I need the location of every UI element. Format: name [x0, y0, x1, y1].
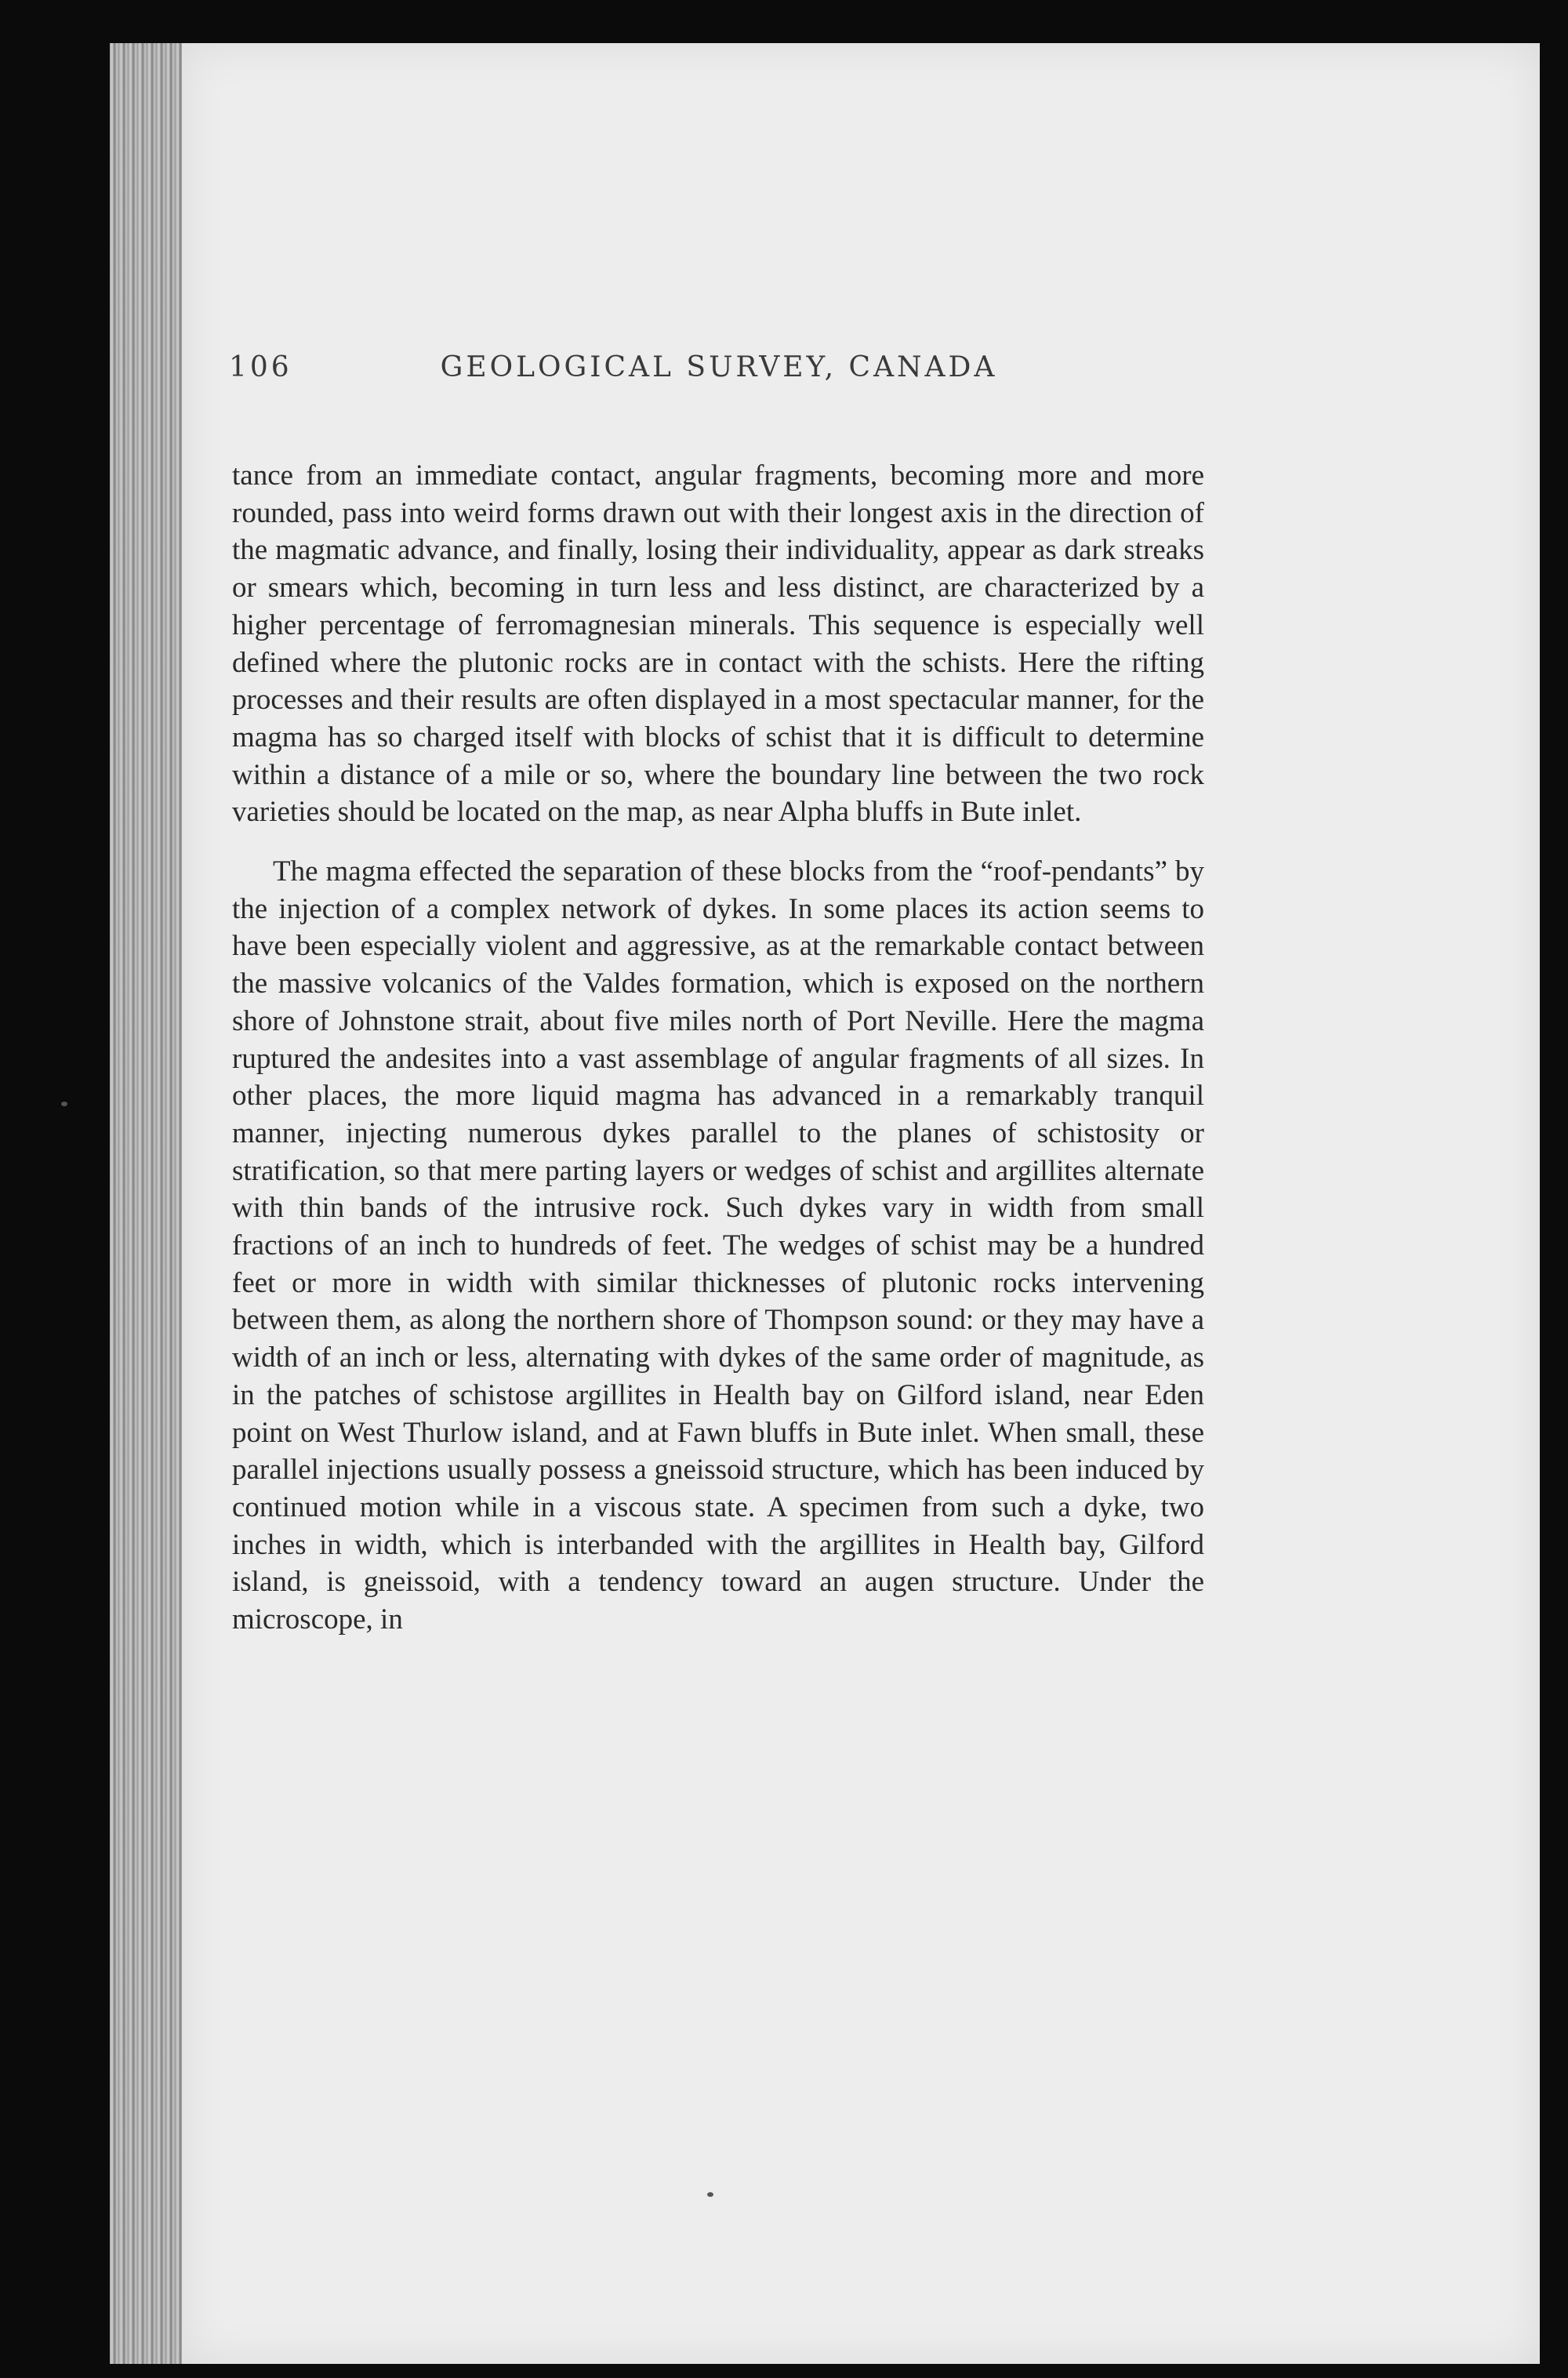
book-spine-edge — [110, 43, 182, 2364]
paragraph-1: tance from an immediate contact, angular fragments, becoming more and more rounded, pass into weird forms drawn out with their longest axis in the direction of the magmatic advance, and finally, losing their individuality, appear as dark streaks or smears which, becoming in turn less and less distinct, are characterized by a higher percentage of ferromagnesian minerals. This sequence is especially well defined where the plutonic rocks are in contact with the schists. Here the rifting processes and their results are often displayed in a most spectacular manner, for the magma has so charged itself with blocks of schist that it is difficult to determine within a distance of a mile or so, where the boundary line between the two rock varieties should be located on the map, as near Alpha bluffs in Bute inlet. — [232, 459, 1204, 829]
paragraph-2: The magma effected the separation of these blocks from the “roof-pendants” by the injection of a complex network of dykes. In some places its action seems to have been especially violent and aggressive, as at the remarkable contact between the massive volcanics of the Valdes formation, which is exposed on the northern shore of Johnstone strait, about five miles north of Port Neville. Here the magma ruptured the andesites into a vast assemblage of angular fragments of all sizes. In other places, the more liquid magma has advanced in a remarkably tranquil manner, injecting numerous dykes parallel to the planes of schistosity or stratification, so that mere parting layers or wedges of schist and argillites alternate with thin bands of the intrusive rock. Such dykes vary in width from small fractions of an inch to hundreds of feet. The wedges of schist may be a hundred feet or more in width with similar thicknesses of plutonic rocks intervening between them, as along the northern shore of Thompson sound: or they may have a width of an inch or less, alternating with dykes of the same order of magnitude, as in the patches of schistose argillites in Health bay on Gilford island, near Eden point on West Thurlow island, and at Fawn bluffs in Bute inlet. When small, these parallel injections usually possess a gneissoid structure, which has been induced by continued motion while in a viscous state. A specimen from such a dyke, two inches in width, which is interbanded with the argillites in Health bay, Gilford island, is gneissoid, with a tendency toward an augen structure. Under the microscope, in — [232, 855, 1204, 1636]
scan-speck — [61, 1102, 67, 1106]
body-text — [232, 457, 1204, 1639]
scan-speck — [707, 2192, 713, 2197]
page-number: 106 — [229, 351, 292, 383]
running-title: GEOLOGICAL SURVEY, CANADA — [440, 351, 998, 383]
